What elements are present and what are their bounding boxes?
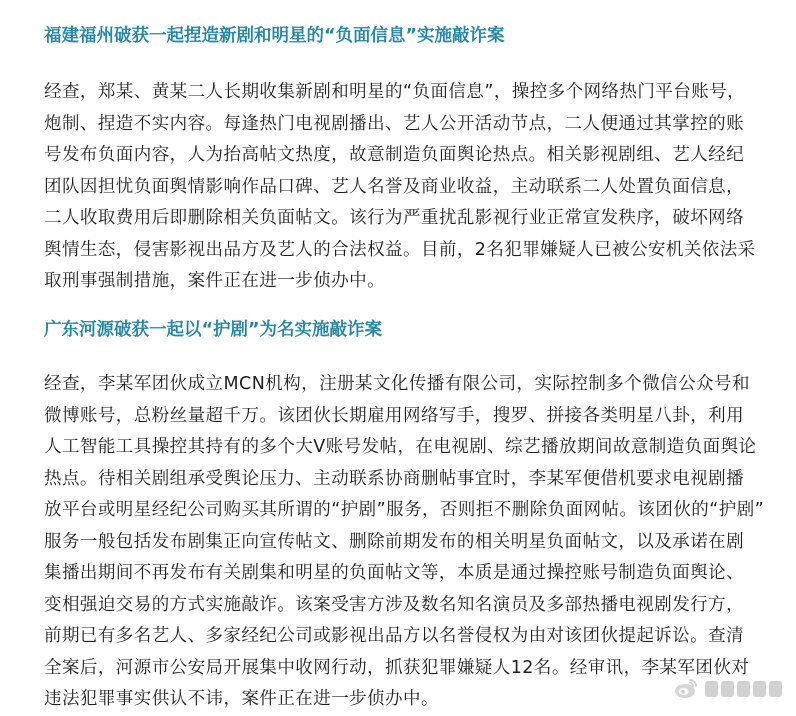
paragraph-line: 号发布负面内容，人为抬高帖文热度，故意制造负面舆论热点。相关影视剧组、艺人经纪	[44, 145, 745, 165]
paragraph-line: 变相强迫交易的方式实施敲诈。该案受害方涉及数名知名演员及多部热播电视剧发行方，	[44, 594, 745, 615]
watermark-block	[721, 681, 734, 697]
paragraph-fuzhou-case	[44, 77, 756, 298]
paragraph-line: 二人收取费用后即删除相关负面帖文。该行为严重扰乱影视行业正常宣发秩序，破坏网络	[44, 208, 745, 228]
paragraph-line: 团队因担忧负面舆情影响作品口碑、艺人名誉及商业收益，主动联系二人处置负面信息，	[44, 176, 745, 197]
paragraph-line: 经查，郑某、黄某二人长期收集新剧和明星的“负面信息”，操控多个网络热门平台账号，	[44, 82, 746, 102]
paragraph-line: 微博账号，总粉丝量超千万。该团伙长期雇用网络写手，搜罗、拼接各类明星八卦，利用	[44, 405, 745, 426]
weibo-logo-icon	[673, 676, 699, 702]
watermark-block	[769, 681, 782, 697]
paragraph-line: 取刑事强制措施，案件正在进一步侦办中。	[44, 271, 386, 291]
paragraph-line: 服务一般包括发布剧集正向宣传帖文、删除前期发布的相关明星负面帖文，以及承诺在剧	[44, 531, 745, 552]
paragraph-line: 炮制、捏造不实内容。每逢热门电视剧播出、艺人公开活动节点，二人便通过其掌控的账	[44, 113, 745, 134]
paragraph-line: 前期已有多名艺人、多家经纪公司或影视出品方以名誉侵权为由对该团伙提起诉讼。查清	[44, 626, 745, 646]
paragraph-line: 全案后，河源市公安局开展集中收网行动，抓获犯罪嫌疑人12名。经审讯，李某军团伙对	[44, 657, 750, 678]
section-heading-fuzhou: 福建福州破获一起捏造新剧和明星的“负面信息”实施敲诈案	[44, 26, 505, 46]
paragraph-line: 经查，李某军团伙成立MCN机构，注册某文化传播有限公司，实际控制多个微信公众号和	[44, 374, 750, 394]
paragraph-line: 人工智能工具操控其持有的多个大V账号发帖，在电视剧、综艺播放期间故意制造负面舆论	[44, 437, 757, 457]
paragraph-line: 集播出期间不再发布有关剧集和明星的负面帖文等，本质是通过操控账号制造负面舆论、	[44, 563, 745, 583]
watermark	[673, 676, 782, 702]
watermark-block	[737, 681, 750, 697]
paragraph-line: 放平台或明星经纪公司购买其所谓的“护剧”服务，否则拒不删除负面网帖。该团伙的“护剧”	[44, 500, 765, 520]
paragraph-line: 违法犯罪事实供认不讳，案件正在进一步侦办中。	[44, 689, 439, 709]
paragraph-heyuan-case	[44, 369, 764, 716]
section-heading-heyuan: 广东河源破获一起以“护剧”为名实施敲诈案	[44, 320, 383, 340]
watermark-blocks	[705, 681, 782, 697]
paragraph-line: 舆情生态，侵害影视出品方及艺人的合法权益。目前，2名犯罪嫌疑人已被公安机关依法采	[44, 239, 756, 260]
paragraph-line: 热点。待相关剧组承受舆论压力、主动联系协商删帖事宜时，李某军便借机要求电视剧播	[44, 468, 745, 489]
watermark-block	[705, 681, 718, 697]
watermark-block	[753, 681, 766, 697]
